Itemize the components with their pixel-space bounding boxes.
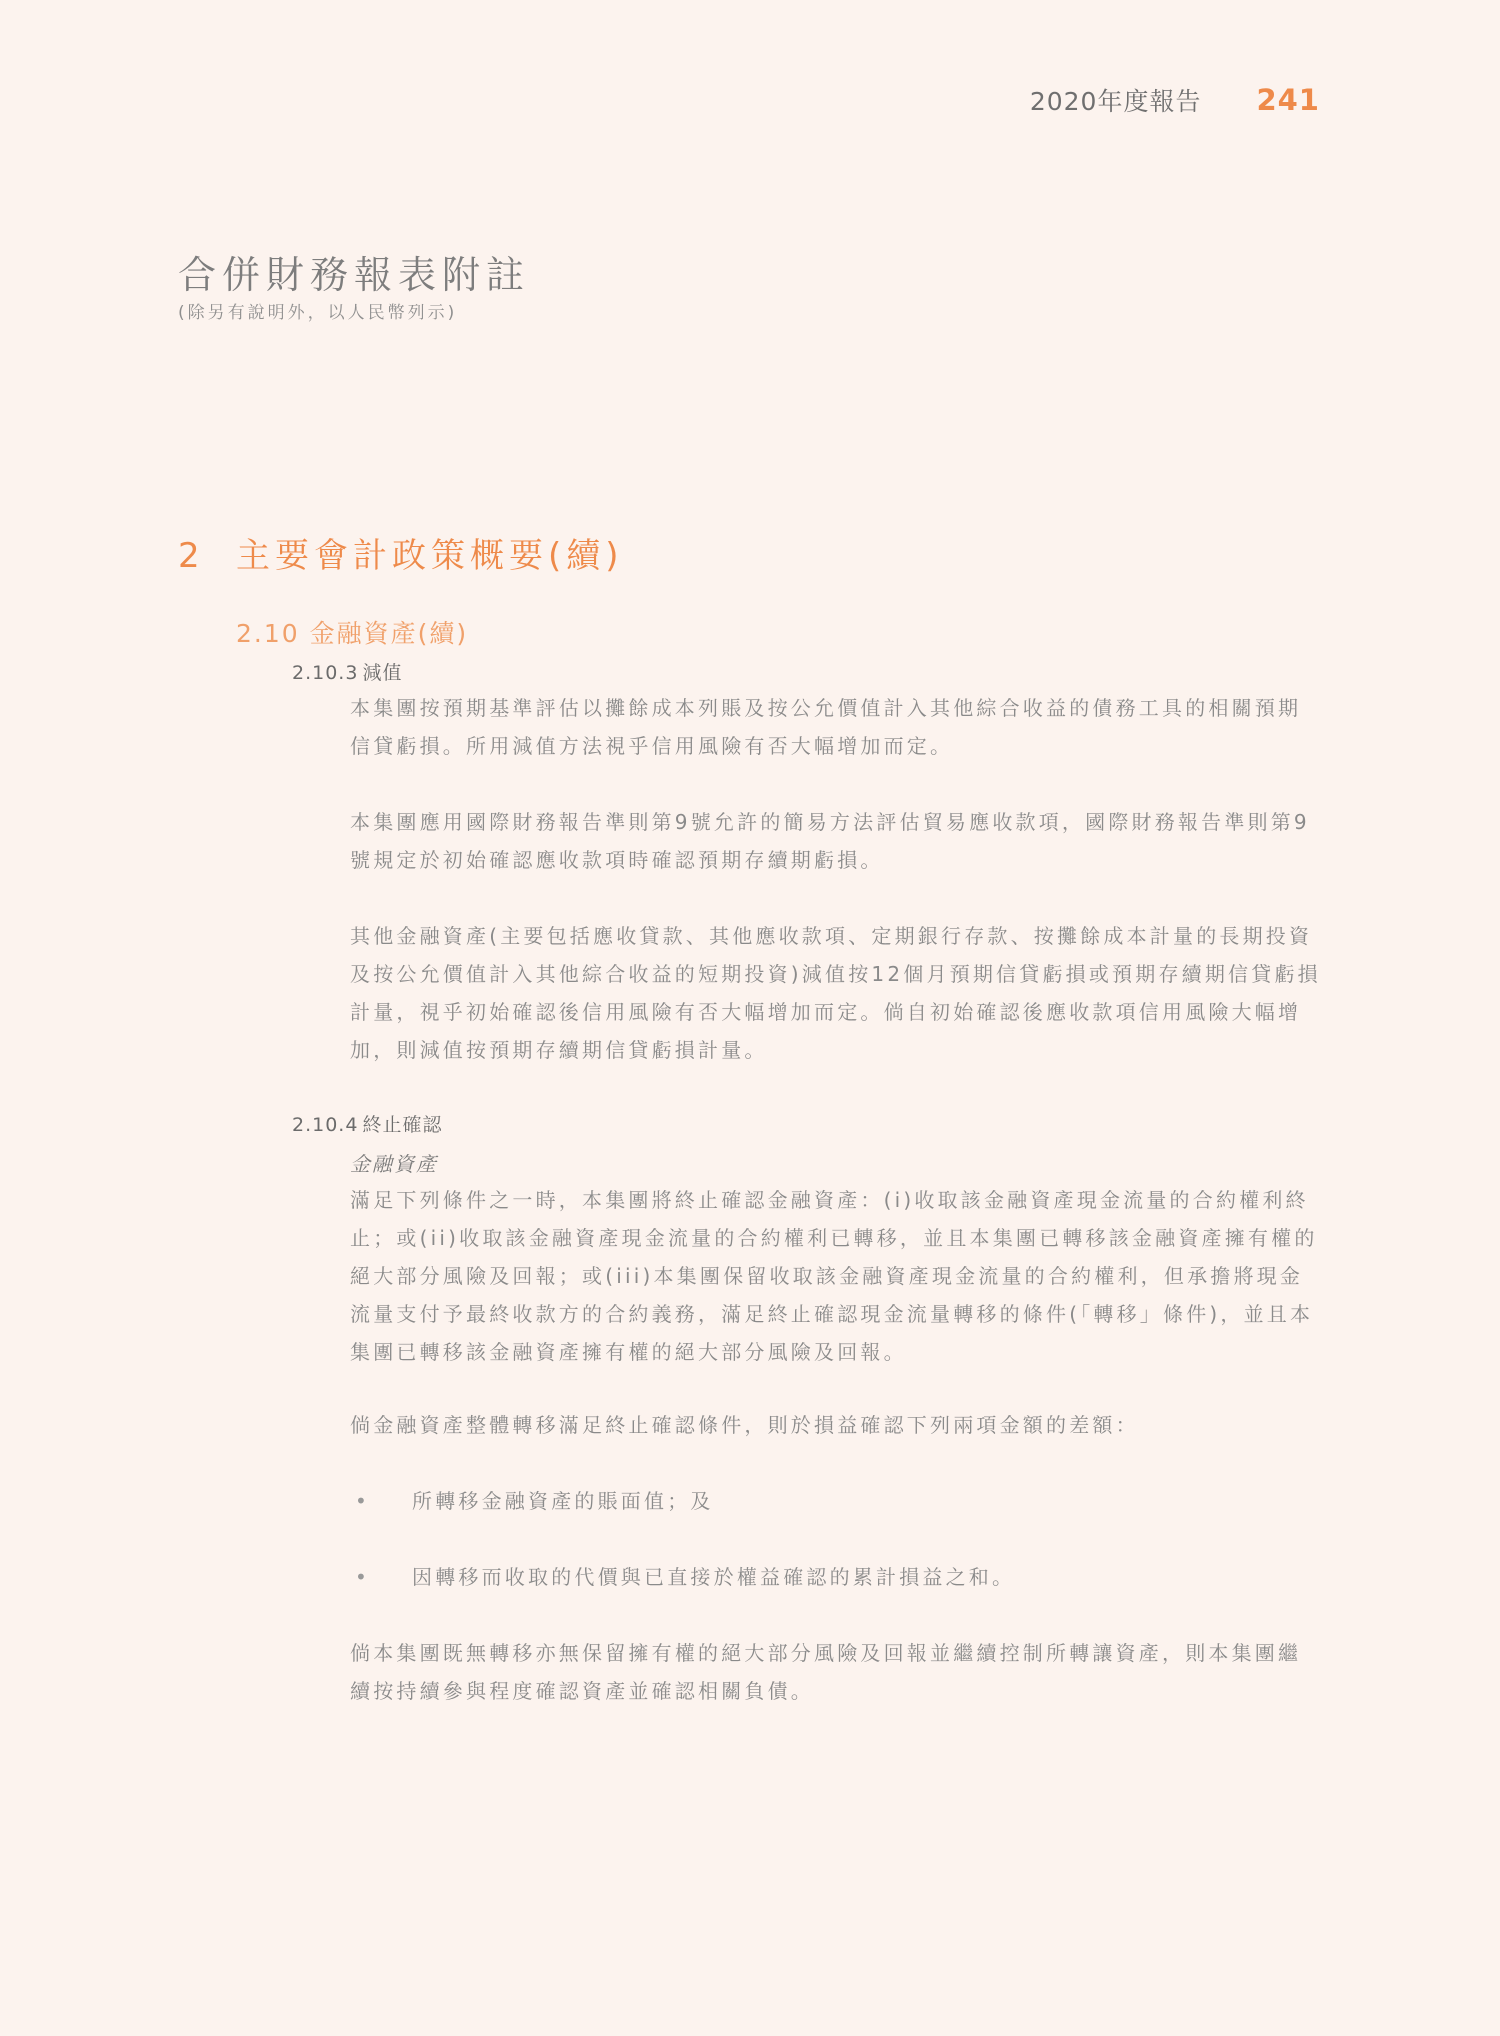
clause-number: 2.10.4 — [292, 1114, 359, 1136]
report-year: 2020年度報告 — [1029, 87, 1202, 116]
list-item-text: 所轉移金融資產的賬面值；及 — [412, 1489, 714, 1513]
subsection-heading: 2.10 金融資產(續) — [236, 619, 469, 648]
list-item — [350, 1482, 1322, 1520]
paragraph: 倘本集團既無轉移亦無保留擁有權的絕大部分風險及回報並繼續控制所轉讓資產，則本集團繼續按持續參與程度確認資產並確認相關負債。 — [350, 1641, 1302, 1703]
section-title: 主要會計政策概要(續) — [236, 536, 624, 576]
clause-heading-impairment — [292, 658, 402, 685]
paragraph: 本集團應用國際財務報告準則第9號允許的簡易方法評估貿易應收款項，國際財務報告準則第9號規定於初始確認應收款項時確認預期存續期虧損。 — [350, 810, 1310, 872]
paragraph: 其他金融資產(主要包括應收貸款、其他應收款項、定期銀行存款、按攤餘成本計量的長期投資及按公允價值計入其他綜合收益的短期投資)減值按12個月預期信貸虧損或預期存續期信貸虧損計量，視乎初始確認後信用風險有否大幅增加而定。倘自初始確認後應收款項信用風險大幅增加，則減值按預期存續期信貸虧損計量。 — [350, 924, 1321, 1062]
paragraph: 本集團按預期基準評估以攤餘成本列賬及按公允價值計入其他綜合收益的債務工具的相關預期信貸虧損。所用減值方法視乎信用風險有否大幅增加而定。 — [350, 696, 1302, 758]
clause-title: 減值 — [362, 662, 403, 684]
clause-title: 終止確認 — [362, 1114, 443, 1136]
bullet-icon: • — [355, 1565, 370, 1589]
document-subtitle: (除另有說明外，以人民幣列示) — [178, 303, 458, 323]
document-title: 合併財務報表附註 — [178, 253, 531, 297]
list-item — [350, 1558, 1322, 1596]
list-item-text: 因轉移而收取的代價與已直接於權益確認的累計損益之和。 — [412, 1565, 1016, 1589]
section-heading — [178, 528, 624, 577]
bullet-icon: • — [355, 1489, 370, 1513]
running-header — [1030, 82, 1320, 118]
clause-heading-derecognition — [292, 1110, 442, 1137]
section-number: 2 — [178, 536, 205, 576]
paragraph: 倘金融資產整體轉移滿足終止確認條件，則於損益確認下列兩項金額的差額： — [350, 1413, 1139, 1437]
page-number: 241 — [1256, 83, 1320, 117]
financial-assets-heading: 金融資產 — [350, 1152, 438, 1176]
clause-number: 2.10.3 — [292, 662, 359, 684]
paragraph: 滿足下列條件之一時，本集團將終止確認金融資產：(i)收取該金融資產現金流量的合約權利終止；或(ii)收取該金融資產現金流量的合約權利已轉移，並且本集團已轉移該金融資產擁有權的絕大部分風險及回報；或(iii)本集團保留收取該金融資產現金流量的合約權利，但承擔將現金流量支付予最終收款方的合約義務，滿足終止確認現金流量轉移的條件(「轉移」條件)，並且本集團已轉移該金融資產擁有權的絕大部分風險及回報。 — [350, 1188, 1318, 1364]
